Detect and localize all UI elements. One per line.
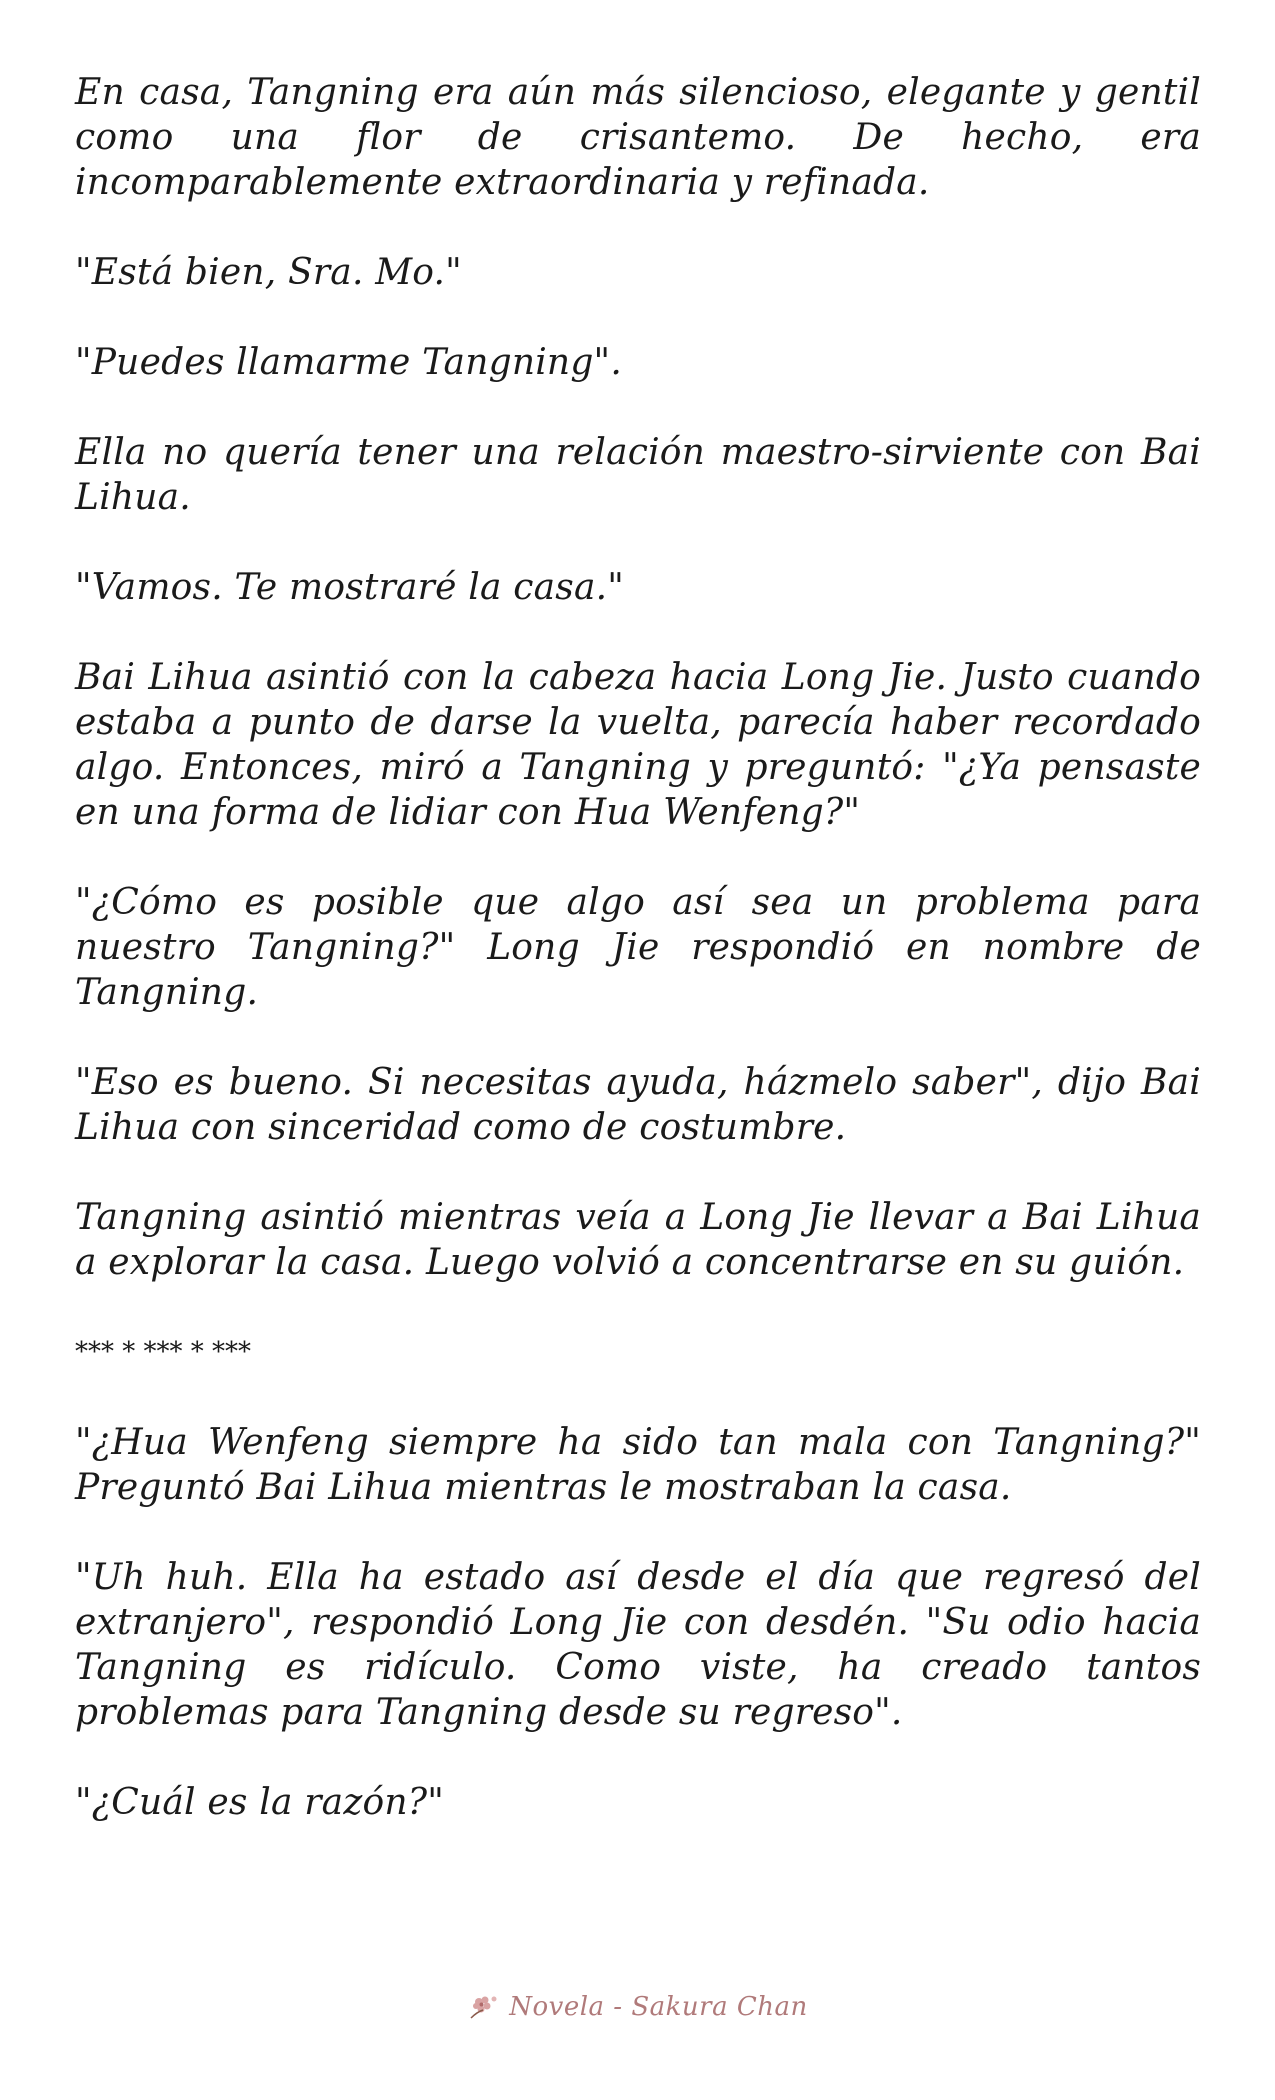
paragraph-6: Bai Lihua asintió con la cabeza hacia Long Jie. Justo cuando estaba a punto de darse la vuelta, parecía haber recordado algo. Entonces, miró a Tangning y preguntó: "¿Ya pensaste en una forma de lidiar con Hua Wenfeng?" [75, 657, 1201, 833]
paragraph-5: "Vamos. Te mostraré la casa." [75, 567, 625, 608]
paragraph-10: "¿Hua Wenfeng siempre ha sido tan mala con Tangning?" Preguntó Bai Lihua mientras le mostraban la casa. [75, 1422, 1201, 1508]
paragraph-7: "¿Cómo es posible que algo así sea un problema para nuestro Tangning?" Long Jie respondió en nombre de Tangning. [75, 882, 1201, 1013]
paragraph-8: "Eso es bueno. Si necesitas ayuda, házmelo saber", dijo Bai Lihua con sinceridad como de costumbre. [75, 1062, 1201, 1148]
sakura-flower-icon [467, 1992, 501, 2022]
paragraph-1: En casa, Tangning era aún más silencioso, elegante y gentil como una flor de crisantemo. De hecho, era incomparablemente extraordinaria y refinada. [75, 72, 1201, 203]
paragraph-3: "Puedes llamarme Tangning". [75, 342, 622, 383]
paragraph-11: "Uh huh. Ella ha estado así desde el día que regresó del extranjero", respondió Long Jie con desdén. "Su odio hacia Tangning es ridículo. Como viste, ha creado tantos problemas para Tangning desde su regreso". [75, 1557, 1201, 1733]
paragraph-4: Ella no quería tener una relación maestro-sirviente con Bai Lihua. [75, 432, 1201, 518]
paragraph-2: "Está bien, Sra. Mo." [75, 252, 462, 293]
watermark-text: Novela - Sakura Chan [509, 1992, 808, 2022]
watermark-footer [0, 1992, 1275, 2022]
paragraph-12: "¿Cuál es la razón?" [75, 1782, 445, 1823]
section-separator: *** * *** * *** [75, 1337, 252, 1367]
document-body [75, 70, 1201, 1825]
paragraph-9: Tangning asintió mientras veía a Long Jie llevar a Bai Lihua a explorar la casa. Luego volvió a concentrarse en su guión. [75, 1197, 1201, 1283]
